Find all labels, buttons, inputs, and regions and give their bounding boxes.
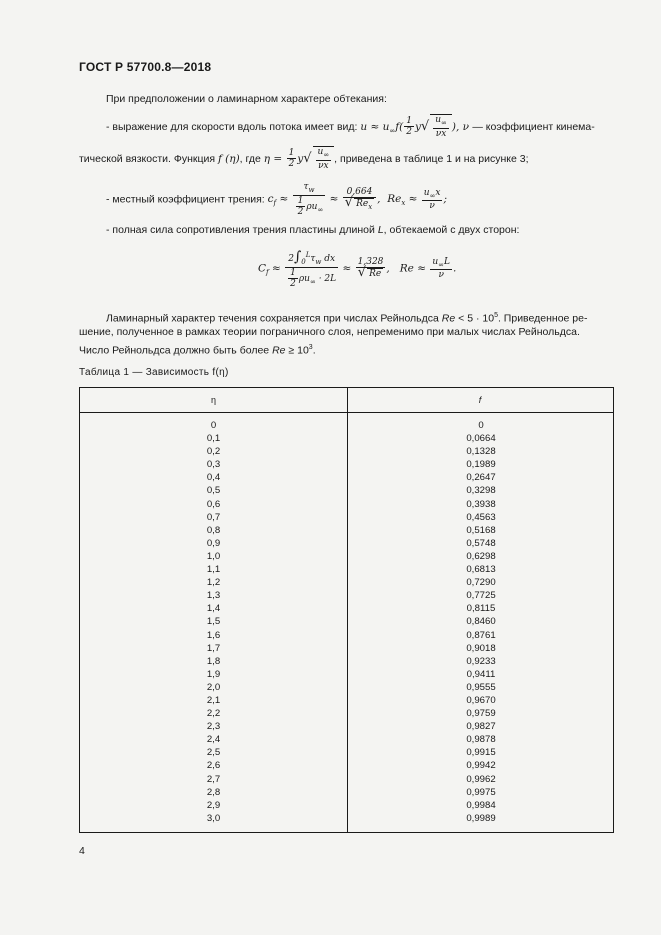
table-cell-f: 0,8115 — [466, 603, 496, 615]
table-cell-f: 0,5748 — [466, 537, 496, 549]
table-cell-eta: 0,5 — [206, 485, 221, 497]
bullet-velocity — [106, 114, 595, 139]
table-cell-f: 0,9962 — [466, 773, 496, 785]
laminar-paragraph-line3: Число Рейнольдса должно быть более $Re \ge 10^3$. — [79, 344, 316, 357]
table-cell-eta: 2,8 — [206, 786, 221, 798]
table-cell-eta: 1,1 — [206, 564, 221, 576]
table-cell-eta: 1,6 — [206, 629, 221, 641]
table-header-eta: η — [80, 388, 348, 413]
table-cell-f: 0,7725 — [466, 590, 496, 602]
table-cell-eta: 0,8 — [206, 524, 221, 536]
table-cell-eta: 2,9 — [206, 799, 221, 811]
table-cell-eta: 2,3 — [206, 721, 221, 733]
bullet-velocity-prefix: - выражение для скорости вдоль потока имеет вид: — [106, 120, 358, 133]
table-cell-eta: 0,7 — [206, 511, 221, 523]
table-column-eta — [80, 419, 347, 825]
table-cell-eta: 1,8 — [206, 655, 221, 667]
bullet-velocity-continuation: тической вязкости. Функция f (η), где η = $\frac{1}{2}$ y√ $\frac{u_\infty}{\nu x}$ , приведена в таблице 1 и на рисунке 3; — [79, 147, 529, 171]
table-cell-f: 0,9942 — [466, 760, 496, 772]
laminar-paragraph-line1: Ламинарный характер течения сохраняется при числах Рейнольдса $Re < 5 \cdot 10^5$. Приведенное ре- — [106, 312, 588, 325]
table-cell-f: 0,9233 — [466, 655, 496, 667]
table-cell-eta: 0,1 — [206, 433, 221, 445]
table-cell-f: 0,9759 — [466, 708, 496, 720]
intro-text: При предположении о ламинарном характере обтекания: — [106, 93, 387, 105]
local-friction-formula: $c_f$ ≈ $\tau_w$ $\frac{1}{2}$ $\rho u_\infty$ ≈ $\frac{0,664}{√ Re_x}$ , $Re_x$ ≈ $\frac{u_\infty x}{\nu}$ ; — [267, 182, 448, 217]
table-cell-eta: 2,1 — [206, 694, 221, 706]
table-cell-f: 0,3298 — [466, 485, 496, 497]
table-cell-f: 0,9878 — [466, 734, 496, 746]
table-cell-f: 0,8460 — [466, 616, 496, 628]
table-cell-f: 0,3938 — [466, 498, 496, 510]
table-cell-f: 0,6298 — [466, 550, 496, 562]
table-cell-f: 0,1989 — [466, 459, 496, 471]
table-cell-f: 0,9555 — [466, 681, 496, 693]
table-cell-eta: 0,6 — [206, 498, 221, 510]
bullet-local-friction: - местный коэффициент трения: $c_f$ ≈ $\tau_w$ $\frac{1}{2}$ $\rho u_\infty$ ≈ $\frac{0,664}{√ Re_x}$ , $Re_x$ ≈ $\frac{u_\infty x}{\nu}$ ; — [106, 182, 448, 217]
table-cell-eta: 3,0 — [206, 812, 221, 824]
table-cell-eta: 0,9 — [206, 537, 221, 549]
table-cell-eta: 2,2 — [206, 708, 221, 720]
table-cell-eta: 1,2 — [206, 577, 221, 589]
table-cell-eta: 1,4 — [206, 603, 221, 615]
table-f-eta — [79, 387, 614, 833]
table-cell-f: 0 — [478, 420, 484, 431]
laminar-paragraph-line2: шение, полученное в рамках теории пограничного слоя, непременимо при малых числах Рейнольдса. — [79, 326, 580, 338]
velocity-formula: $u \approx u_\infty f$( $\frac{1}{2}$ y√ $\frac{u_\infty}{\nu x}$ ), ν — [360, 115, 470, 139]
total-drag-formula: $C_f$ ≈ $2\int_0^L\tau_w$ dx $\frac{1}{2}$ $\rho u_\infty \cdot 2L$ ≈ $\frac{1,328}{√ Re}$ , Re ≈ $\frac{u_\infty L}{\nu}$ . — [258, 249, 457, 289]
table-cell-eta: 1,3 — [206, 590, 221, 602]
table-header-f: f — [347, 388, 613, 413]
eta-formula: η = $\frac{1}{2}$ y√ $\frac{u_\infty}{\nu x}$ — [264, 153, 334, 165]
table-cell-f: 0,9827 — [466, 721, 496, 733]
table-cell-eta: 2,0 — [206, 681, 221, 693]
table-caption: Таблица 1 — Зависимость f(η) — [79, 367, 229, 378]
table-cell-f: 0,1328 — [466, 446, 496, 458]
table-cell-f: 0,9989 — [466, 812, 496, 824]
table-cell-f: 0,8761 — [466, 629, 496, 641]
table-cell-f: 0,9975 — [466, 786, 496, 798]
table-cell-f: 0,4563 — [466, 511, 496, 523]
table-cell-f: 0,9670 — [466, 694, 496, 706]
table-cell-f: 0,6813 — [466, 564, 496, 576]
table-column-f — [348, 419, 614, 825]
table-cell-f: 0,0664 — [466, 433, 496, 445]
table-cell-eta: 1,9 — [206, 668, 221, 680]
table-cell-eta: 1,5 — [206, 616, 221, 628]
table-cell-eta: 0,2 — [206, 446, 221, 458]
table-cell-eta: 0,3 — [206, 459, 221, 471]
table-cell-eta: 1,7 — [206, 642, 221, 654]
table-cell-eta: 2,6 — [206, 760, 221, 772]
page-number: 4 — [79, 845, 85, 857]
table-cell-eta: 2,4 — [206, 734, 221, 746]
bullet-total-drag: - полная сила сопротивления трения пластины длиной L, обтекаемой с двух сторон: — [106, 224, 520, 236]
table-cell-eta: 0 — [210, 420, 217, 431]
table-cell-f: 0,7290 — [466, 577, 496, 589]
table-cell-eta: 2,7 — [206, 773, 221, 785]
table-cell-f: 0,9411 — [466, 668, 496, 680]
table-cell-eta: 2,5 — [206, 747, 221, 759]
table-cell-f: 0,9984 — [466, 799, 496, 811]
table-cell-f: 0,5168 — [466, 524, 496, 536]
table-cell-eta: 1,0 — [206, 550, 221, 562]
table-cell-f: 0,9018 — [466, 642, 496, 654]
table-cell-f: 0,2647 — [466, 472, 496, 484]
table-cell-eta: 0,4 — [206, 472, 221, 484]
bullet-velocity-suffix: — коэффициент кинема- — [472, 120, 595, 133]
document-header: ГОСТ Р 57700.8—2018 — [79, 60, 212, 74]
table-cell-f: 0,9915 — [466, 747, 496, 759]
